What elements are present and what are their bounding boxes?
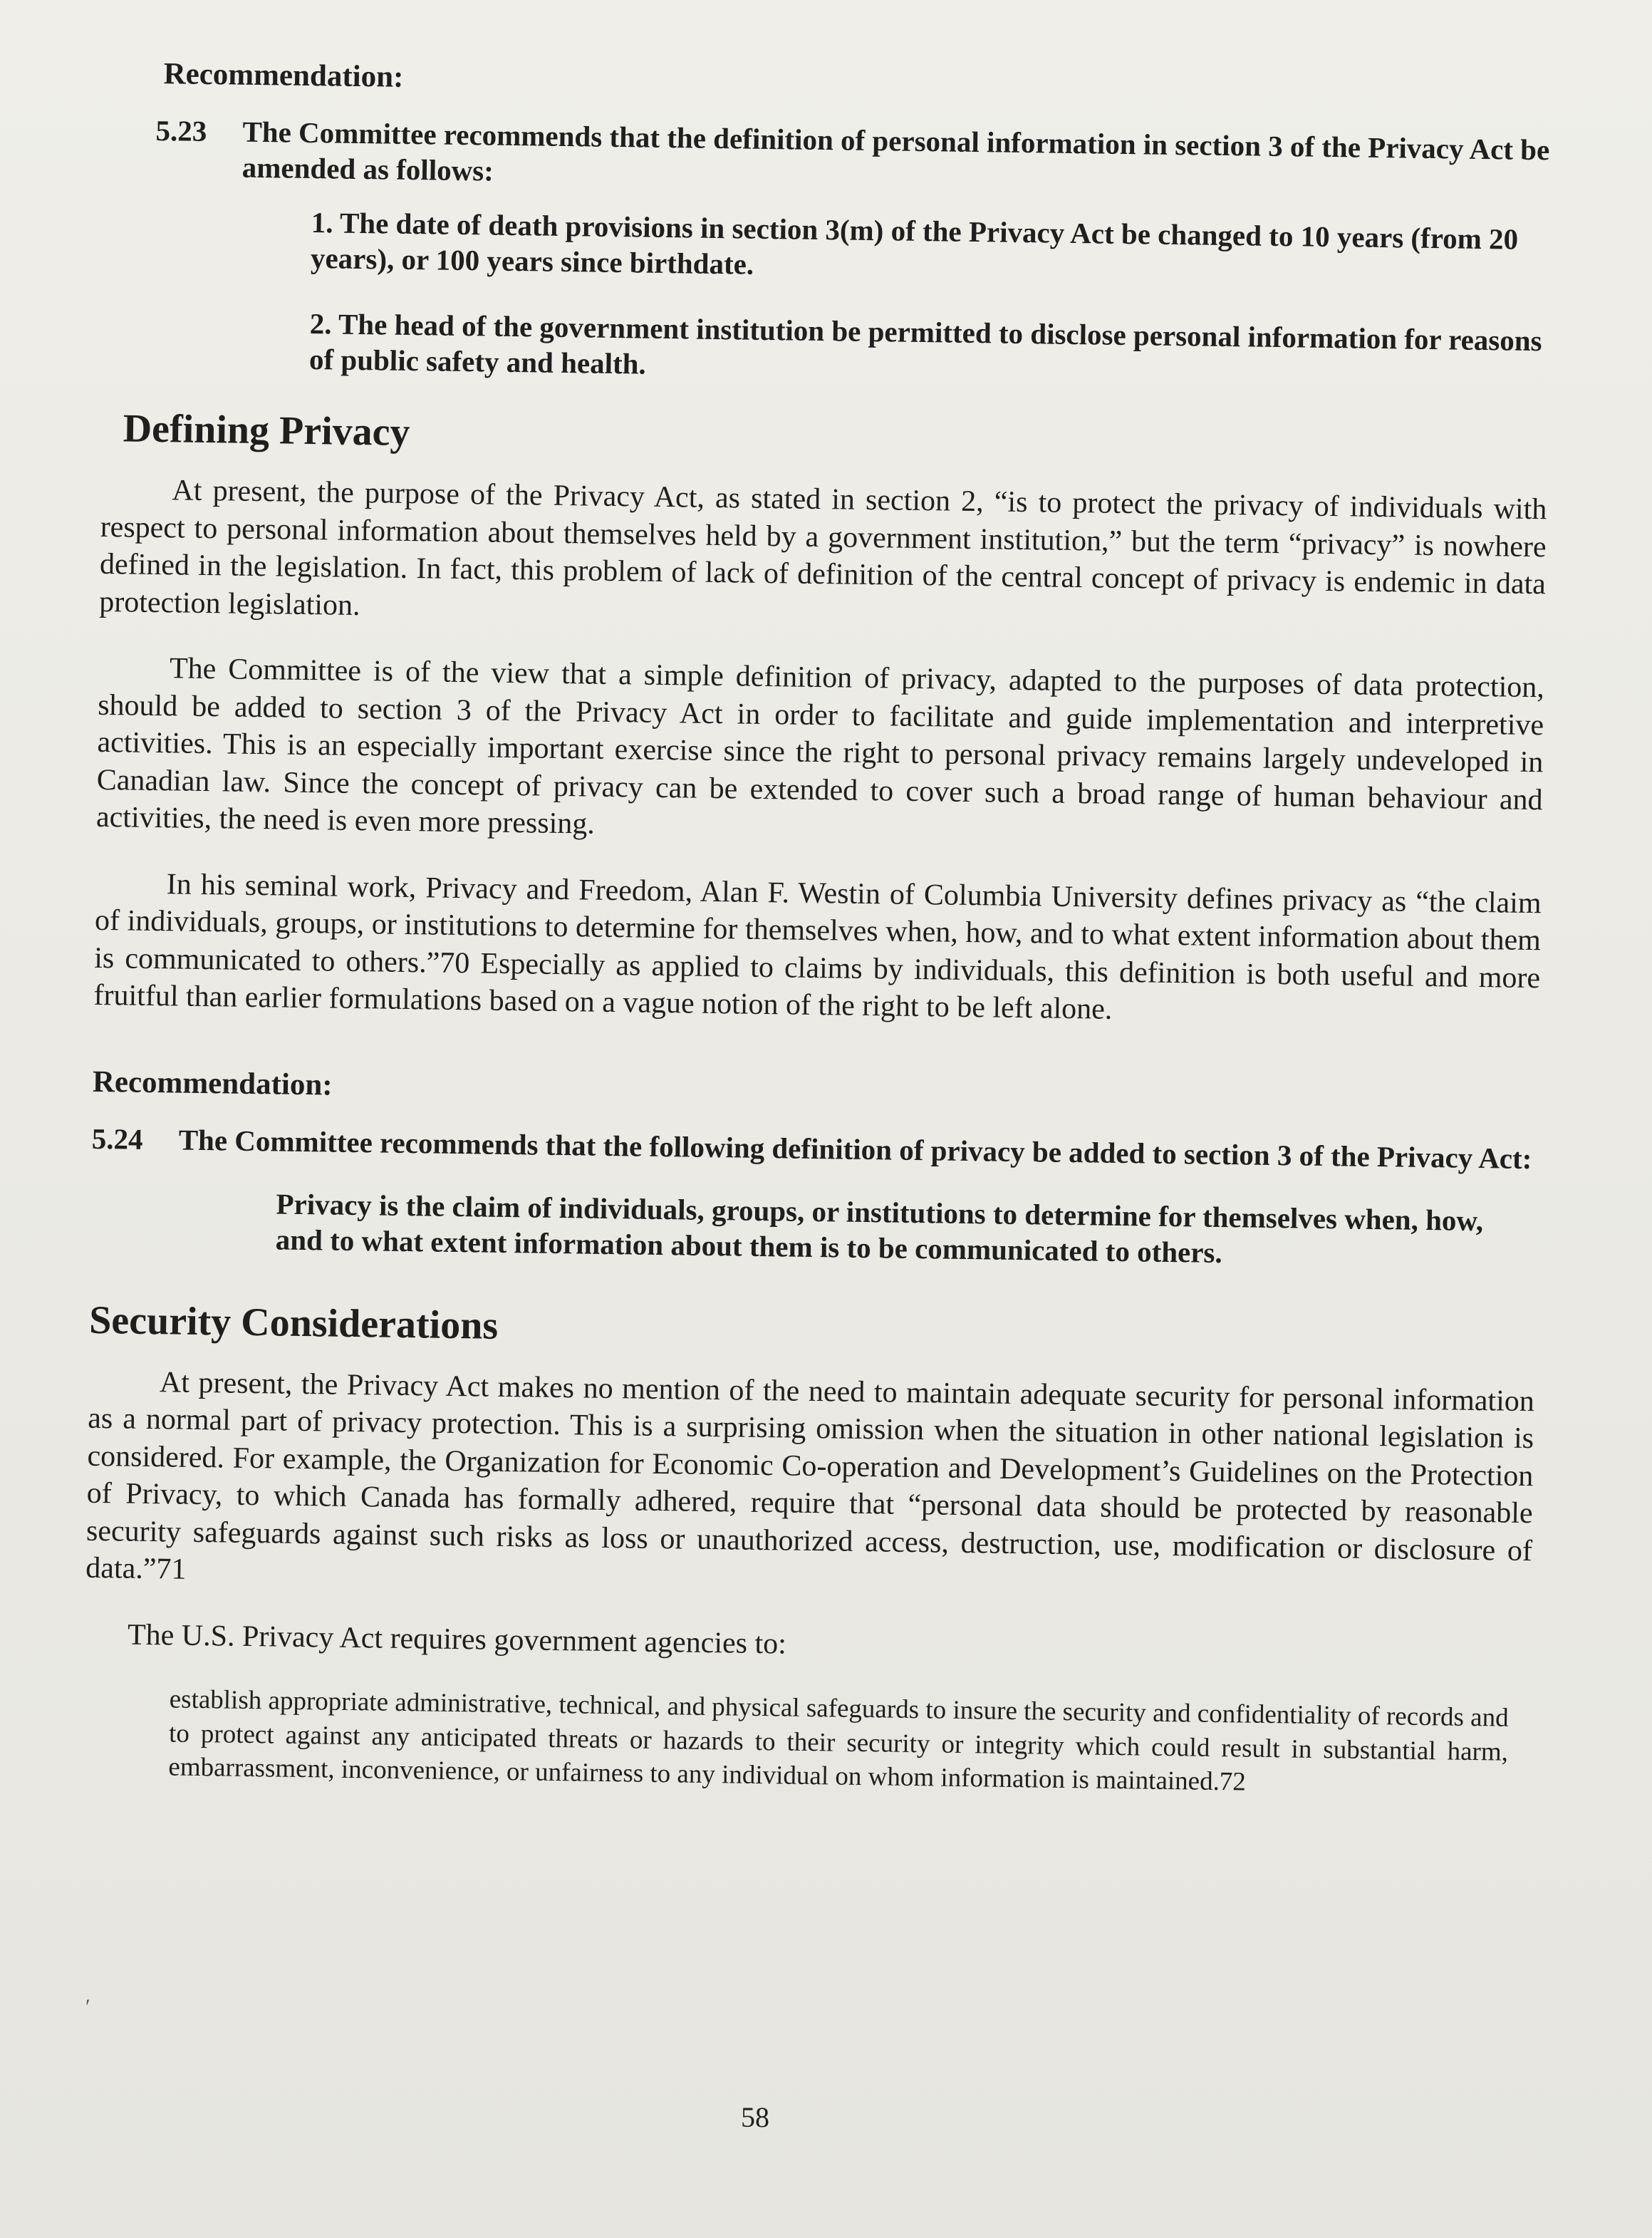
recommendation-text: The Committee recommends that the following definition of privacy be added to section 3 of the Privacy Act:	[178, 1123, 1532, 1175]
section-heading-defining-privacy: Defining Privacy	[123, 406, 410, 455]
section-heading-security: Security Considerations	[88, 1297, 499, 1348]
recommendation-label: Recommendation:	[163, 57, 404, 94]
recommendation-text: The Committee recommends that the definition of personal information in section 3 of the Privacy Act be amended as follows:	[241, 115, 1550, 187]
privacy-definition: Privacy is the claim of individuals, groups, or institutions to determine for themselves when, how, and to what extent information about them is to be communicated to others.	[275, 1187, 1484, 1269]
page-content	[83, 56, 1553, 1803]
recommendation-number: 5.23	[155, 113, 207, 147]
recommendation-5-23	[155, 113, 1552, 203]
paragraph-5: The U.S. Privacy Act requires government agencies to:	[127, 1618, 787, 1661]
page-number: 58	[741, 2101, 769, 2133]
paragraph-2: The Committee is of the view that a simple definition of privacy, adapted to the purposes of data protection, should be added to section 3 of the Privacy Act in order to facilitate and guide implementation and interpretive activities. This is an especially important exercise since the right to personal privacy remains largely undeveloped in Canadian law. Since the concept of privacy can be extended to cover such a broad range of human behaviour and activities, the need is even more pressing.	[95, 652, 1545, 841]
paragraph-1: At present, the purpose of the Privacy Act, as stated in section 2, “is to protect the privacy of individuals with respect to personal information about themselves held by a government institution,” but the term “privacy” is nowhere defined in the legislation. In fact, this problem of lack of definition of the central concept of privacy is endemic in data protection legislation.	[98, 474, 1547, 622]
recommendation-item-2: 2. The head of the government institution be permitted to disclose personal information for reasons of public safety and health.	[308, 307, 1542, 380]
margin-mark: ′	[85, 1995, 90, 2019]
paragraph-4: At present, the Privacy Act makes no mention of the need to maintain adequate security for personal information as a normal part of privacy protection. This is a surprising omission when the situation in other national legislation is considered. For example, the Organization for Economic Co-operation and Development’s Guidelines on the Protection of Privacy, to which Canada has formally adhered, require that “personal data should be protected by reasonable security safeguards against such risks as loss or unauthorized access, destruction, use, modification or disclosure of data.”71	[85, 1365, 1535, 1586]
recommendation-5-24	[91, 1120, 1538, 1176]
recommendation-item-1: 1. The date of death provisions in section 3(m) of the Privacy Act be changed to 10 years (from 20 years), or 100 years since birthdate.	[310, 206, 1519, 281]
recommendation-items	[309, 204, 1551, 394]
recommendation-number: 5.24	[91, 1121, 143, 1156]
quote-block: establish appropriate administrative, technical, and physical safeguards to insure the security and confidentiality of records and to protect against any anticipated threats or hazards to their security or integrity which could result in substantial harm, embarrassment, inconvenience, or unfairness to any individual on whom information is maintained.72	[168, 1684, 1509, 1797]
recommendation-label: Recommendation:	[92, 1064, 333, 1102]
paragraph-3: In his seminal work, Privacy and Freedom, Alan F. Westin of Columbia University defines privacy as “the claim of individuals, groups, or institutions to determine for themselves when, how, and to what extent information about them is communicated to others.”70 Especially as applied to claims by individuals, this definition is both useful and more fruitful than earlier formulations based on a vague notion of the right to be left alone.	[93, 867, 1542, 1026]
